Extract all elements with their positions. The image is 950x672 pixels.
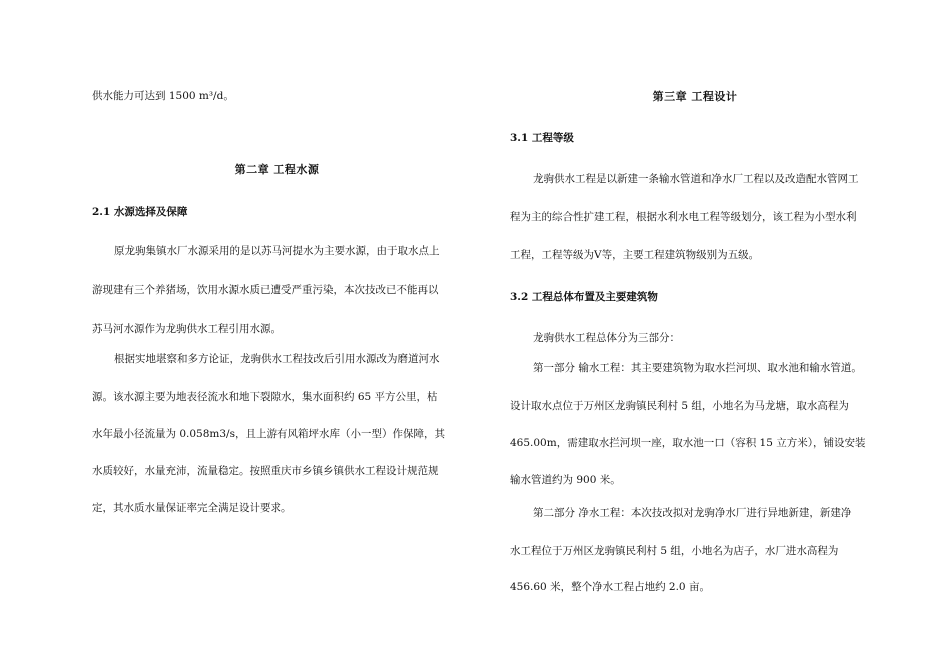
paragraph-line: 定，其水质水量保证率完全满足设计要求。	[92, 502, 292, 514]
paragraph-line: 根据实地堪察和多方论证，龙驹供水工程技改后引用水源改为磨道河水	[114, 353, 440, 365]
paragraph-line: 工程，工程等级为Ⅴ等，主要工程建筑物级别为五级。	[510, 249, 760, 261]
paragraph-line: 程为主的综合性扩建工程，根据水利水电工程等级划分，该工程为小型水利	[510, 211, 857, 223]
paragraph-line: 苏马河水源作为龙驹供水工程引用水源。	[92, 323, 281, 335]
paragraph-line: 465.00m，需建取水拦河坝一座，取水池一口（容积 15 立方米），铺设安装	[510, 437, 866, 449]
paragraph-line: 输水管道约为 900 米。	[510, 474, 621, 486]
section-2-1-title: 2.1 水源选择及保障	[92, 206, 188, 218]
paragraph-line: 水年最小径流量为 0.058m3/s，且上游有风箱坪水库（小一型）作保障，其	[92, 428, 445, 440]
paragraph-line: 设计取水点位于万州区龙驹镇民利村 5 组，小地名为马龙塘，取水高程为	[510, 400, 849, 412]
chapter-3-title: 第三章 工程设计	[652, 90, 738, 103]
carry-over-line: 供水能力可达到 1500 m³/d。	[92, 90, 234, 102]
paragraph-line: 源。该水源主要为地表径流水和地下裂隙水，集水面积约 65 平方公里，枯	[92, 391, 438, 403]
paragraph-line: 龙驹供水工程是以新建一条输水管道和净水厂工程以及改造配水管网工	[533, 173, 859, 185]
paragraph-line: 原龙驹集镇水厂水源采用的是以苏马河提水为主要水源，由于取水点上	[114, 245, 440, 257]
paragraph-line: 游现建有三个养猪场，饮用水源水质已遭受严重污染，本次技改已不能再以	[92, 284, 439, 296]
paragraph-line: 456.60 米，整个净水工程占地约 2.0 亩。	[510, 581, 710, 593]
paragraph-line: 第二部分 净水工程：本次技改拟对龙驹净水厂进行异地新建，新建净	[533, 507, 852, 519]
paragraph-line: 水质较好，水量充沛，流量稳定。按照重庆市乡镇乡镇供水工程设计规范规	[92, 465, 439, 477]
paragraph-line: 第一部分 输水工程：其主要建筑物为取水拦河坝、取水池和输水管道。	[533, 362, 862, 374]
paragraph-line: 水工程位于万州区龙驹镇民利村 5 组，小地名为店子，水厂进水高程为	[510, 545, 839, 557]
section-3-1-title: 3.1 工程等级	[510, 132, 574, 144]
paragraph-line: 龙驹供水工程总体分为三部分：	[533, 332, 680, 344]
chapter-2-title: 第二章 工程水源	[234, 163, 320, 176]
section-3-2-title: 3.2 工程总体布置及主要建筑物	[510, 291, 658, 303]
